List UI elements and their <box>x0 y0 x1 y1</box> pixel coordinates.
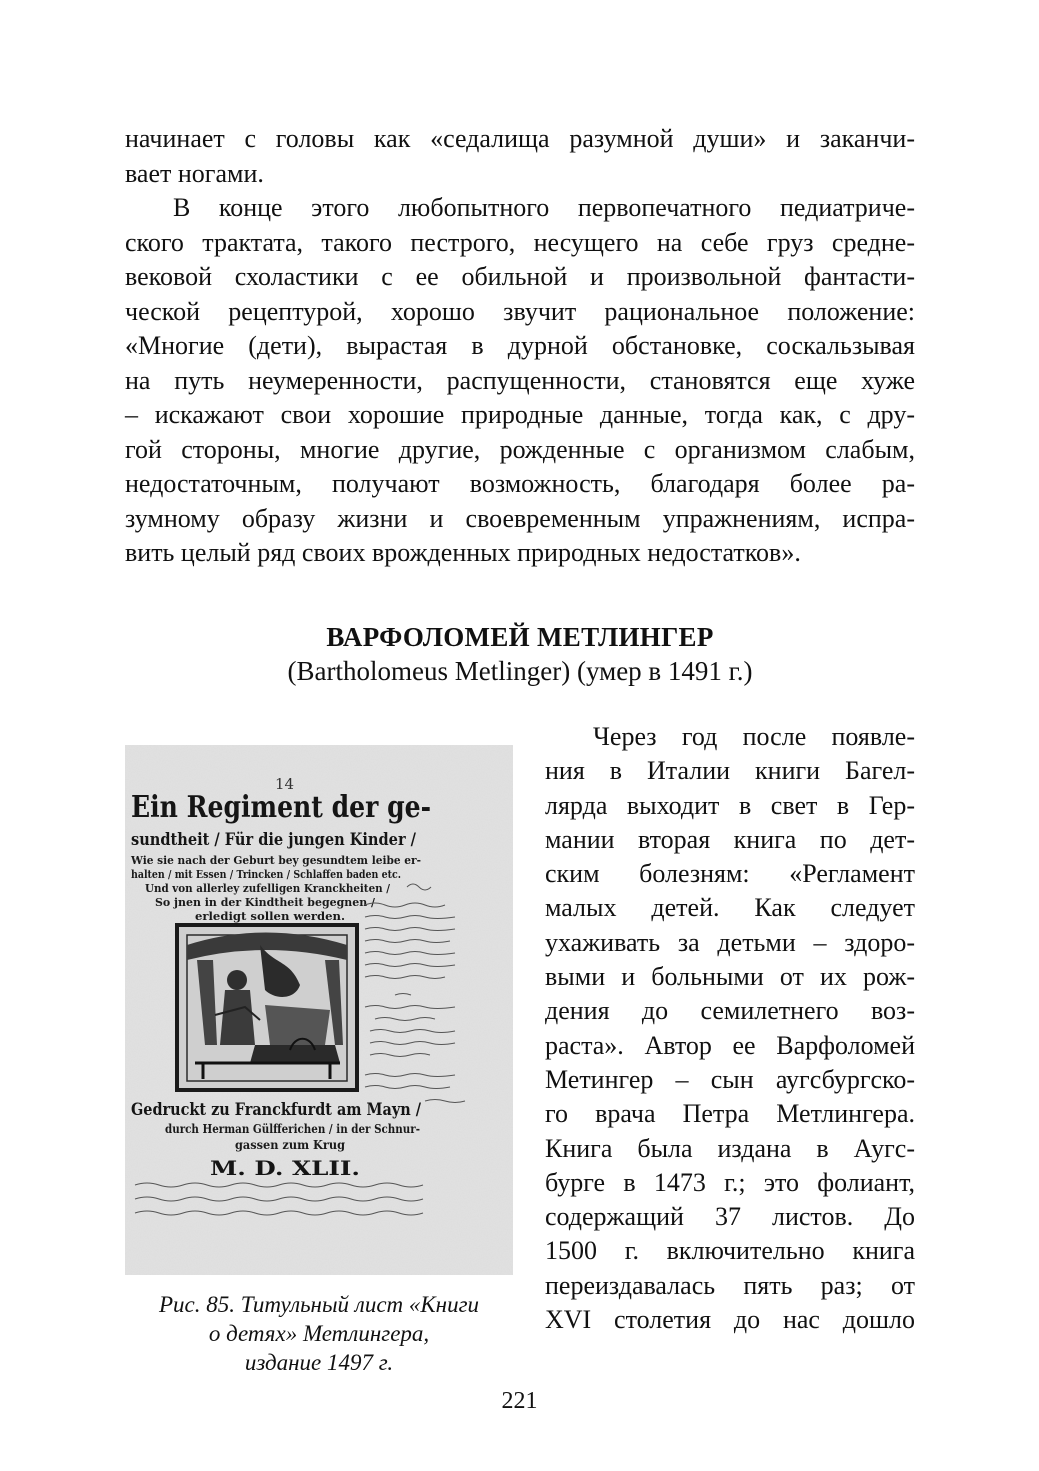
text-line: Книга была издана в Аугс- <box>545 1133 915 1163</box>
text-line: бурге в 1473 г.; это фолиант, <box>545 1167 915 1197</box>
text-line: ского трактата, такого пестрого, несущего на себе груз средне- <box>125 227 915 257</box>
figure-imprint-line: M. D. XLII. <box>210 1156 360 1180</box>
text-line: выми и больными от их рож- <box>545 962 915 992</box>
text-line: начинает с головы как «седалища разумной души» и заканчи- <box>125 124 915 153</box>
page-number: 221 <box>501 1388 538 1414</box>
text-line: ческой рецептурой, хорошо звучит рациональное положение: <box>125 296 915 326</box>
paragraph-intro-2 <box>125 191 915 571</box>
text-line: мании вторая книга по дет- <box>545 824 915 854</box>
section-title: ВАРФОЛОМЕЙ МЕТЛИНГЕР <box>326 622 714 652</box>
text-line: вековой схоластики с ее обильной и произвольной фантасти- <box>125 262 915 291</box>
text-line: – искажают свои хорошие природные данные, тогда как, с дру- <box>125 400 915 429</box>
text-line: ухаживать за детьми – здоро- <box>545 927 915 957</box>
figure-title-line: halten / mit Essen / Trincken / Schlaffen baden etc. <box>131 868 401 881</box>
caption-line: о детях» Метлингера, <box>208 1321 430 1346</box>
text-line: В конце этого любопытного первопечатного педиатриче- <box>173 193 915 222</box>
text-line: содержащий 37 листов. До <box>545 1202 915 1232</box>
figure-imprint-line: gassen zum Krug <box>235 1138 346 1152</box>
text-line: недостаточным, получают возможность, благодаря более ра- <box>125 469 915 498</box>
text-line: дения до семилетнего воз- <box>545 996 915 1026</box>
paragraph-intro-1 <box>125 122 915 191</box>
figure-title-line: Ein Regiment der ge- <box>131 790 431 825</box>
text-line: Через год после появле- <box>593 722 915 751</box>
text-line: зумному образу жизни и своевременным упражнениям, испра- <box>125 503 915 533</box>
text-line: вить целый ряд своих врожденных природных недостатков». <box>125 538 801 567</box>
figure-title-line: So jnen in der Kindtheit begegnen / <box>155 896 376 909</box>
text-line: гой стороны, многие другие, рожденные с организмом слабым, <box>125 434 915 464</box>
figure-caption <box>125 1290 513 1377</box>
text-line: «Многие (дети), вырастая в дурной обстановке, соскальзывая <box>125 331 915 360</box>
paragraph-right-column <box>545 720 915 1337</box>
figure-title-line: Und von allerley zufelligen Kranckheiten / <box>145 882 391 895</box>
text-line: ния в Италии книги Багел- <box>545 756 915 786</box>
text-line: раста». Автор ее Варфоломей <box>545 1030 915 1060</box>
caption-line: издание 1497 г. <box>244 1350 394 1375</box>
woodcut-scene <box>177 925 357 1090</box>
woodcut-illustration <box>125 745 513 1275</box>
text-line: лярда выходит в свет в Гер- <box>545 790 915 820</box>
text-line: Метингер – сын аугсбургско- <box>545 1064 915 1094</box>
text-line: ским болезням: «Регламент <box>545 859 915 889</box>
text-line: малых детей. Как следует <box>545 893 915 923</box>
figure-title-line: erledigt sollen werden. <box>195 910 345 923</box>
section-heading <box>125 620 915 688</box>
section-subtitle: (Bartholomeus Metlinger) (умер в 1491 г.) <box>287 656 753 686</box>
caption-line: Рис. 85. Титульный лист «Книги <box>158 1292 480 1317</box>
text-line: вает ногами. <box>125 158 264 188</box>
text-line: 1500 г. включительно книга <box>545 1236 915 1266</box>
figure-title-line: Wie sie nach der Geburt bey gesundtem leibe er- <box>130 854 422 867</box>
text-line: го врача Петра Метлингера. <box>545 1099 915 1129</box>
title-page-figure <box>125 745 513 1275</box>
figure-title-line: sundtheit / Für die jungen Kinder / <box>131 830 417 850</box>
text-line: переиздавалась пять раз; от <box>545 1270 915 1300</box>
figure-imprint-line: Gedruckt zu Franckfurdt am Mayn / <box>131 1100 422 1120</box>
text-line: XVI столетия до нас дошло <box>545 1305 915 1335</box>
text-line: на путь неумеренности, распущенности, становятся еще хуже <box>125 365 915 395</box>
figure-imprint-line: durch Herman Gülfferichen / in der Schnur- <box>165 1122 421 1136</box>
page-mark: 14 <box>275 775 295 793</box>
